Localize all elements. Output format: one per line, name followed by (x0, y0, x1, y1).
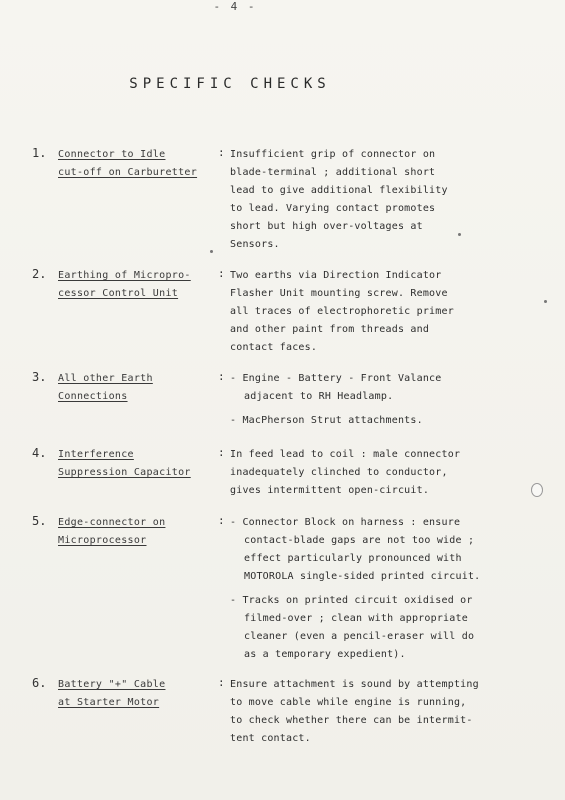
description-line: to check whether there can be intermit- (230, 715, 473, 726)
item-number: 6. (32, 676, 47, 690)
description-line: to move cable while engine is running, (230, 697, 467, 708)
colon-separator: : (218, 370, 225, 383)
description-line: Flasher Unit mounting screw. Remove (230, 288, 448, 299)
item-number: 5. (32, 514, 47, 528)
item-heading (58, 446, 218, 482)
description-line: - Tracks on printed circuit oxidised or (230, 595, 473, 606)
description-paragraph (230, 370, 530, 406)
description-paragraph (230, 592, 530, 664)
description-line: inadequately clinched to conductor, (230, 467, 448, 478)
description-line: Two earths via Direction Indicator (230, 270, 442, 281)
description-paragraph (230, 446, 530, 500)
item-heading (58, 370, 218, 406)
colon-separator: : (218, 146, 225, 159)
punch-hole-mark (531, 483, 543, 497)
item-heading (58, 676, 218, 712)
description-line: short but high over-voltages at (230, 221, 423, 232)
item-number: 2. (32, 267, 47, 281)
description-line: and other paint from threads and (230, 324, 430, 335)
item-heading-line: cessor Control Unit (58, 288, 179, 299)
item-number: 4. (32, 446, 47, 460)
item-description (230, 514, 530, 670)
item-description (230, 676, 530, 754)
description-line: Sensors. (230, 239, 280, 250)
ink-speck-mark (458, 233, 461, 236)
description-line: blade-terminal ; additional short (230, 167, 436, 178)
ink-speck-mark (210, 250, 213, 253)
item-heading-line: at Starter Motor (58, 697, 160, 708)
description-line: all traces of electrophoretic primer (230, 306, 454, 317)
description-line: lead to give additional flexibility (230, 185, 448, 196)
page-title: SPECIFIC CHECKS (129, 76, 331, 92)
description-line: contact faces. (230, 342, 318, 353)
description-line: effect particularly pronounced with (244, 553, 462, 564)
item-heading-line: Battery "+" Cable (58, 679, 166, 690)
item-heading-line: Earthing of Micropro- (58, 270, 191, 281)
description-line: to lead. Varying contact promotes (230, 203, 436, 214)
item-heading-line: Edge-connector on (58, 517, 166, 528)
page-number: - 4 - (213, 0, 257, 13)
colon-separator: : (218, 514, 225, 527)
item-number: 1. (32, 146, 47, 160)
colon-separator: : (218, 267, 225, 280)
item-heading-line: cut-off on Carburetter (58, 167, 198, 178)
item-heading (58, 146, 218, 182)
description-line: Ensure attachment is sound by attempting (230, 679, 479, 690)
description-line: MOTOROLA single-sided printed circuit. (244, 571, 481, 582)
item-description (230, 267, 530, 363)
description-paragraph (230, 676, 530, 748)
description-line: Insufficient grip of connector on (230, 149, 436, 160)
ink-speck-mark (544, 300, 547, 303)
item-description (230, 146, 530, 260)
item-heading-line: Connections (58, 391, 128, 402)
description-line: - Connector Block on harness : ensure (230, 517, 461, 528)
description-line: - MacPherson Strut attachments. (230, 415, 423, 426)
description-line: - Engine - Battery - Front Valance (230, 373, 442, 384)
colon-separator: : (218, 676, 225, 689)
item-heading-line: All other Earth (58, 373, 153, 384)
description-line: as a temporary expedient). (244, 649, 406, 660)
description-paragraph (230, 146, 530, 254)
description-line: adjacent to RH Headlamp. (244, 391, 394, 402)
description-paragraph (230, 514, 530, 586)
item-heading-line: Connector to Idle (58, 149, 166, 160)
item-heading-line: Suppression Capacitor (58, 467, 191, 478)
description-paragraph (230, 267, 530, 357)
description-line: contact-blade gaps are not too wide ; (244, 535, 475, 546)
description-line: tent contact. (230, 733, 311, 744)
item-number: 3. (32, 370, 47, 384)
colon-separator: : (218, 446, 225, 459)
item-heading-line: Microprocessor (58, 535, 147, 546)
description-line: gives intermittent open-circuit. (230, 485, 430, 496)
description-line: In feed lead to coil : male connector (230, 449, 461, 460)
item-heading-line: Interference (58, 449, 134, 460)
item-heading (58, 514, 218, 550)
description-paragraph (230, 412, 530, 430)
item-heading (58, 267, 218, 303)
item-description (230, 446, 530, 506)
description-line: filmed-over ; clean with appropriate (244, 613, 468, 624)
item-description (230, 370, 530, 436)
description-line: cleaner (even a pencil-eraser will do (244, 631, 475, 642)
